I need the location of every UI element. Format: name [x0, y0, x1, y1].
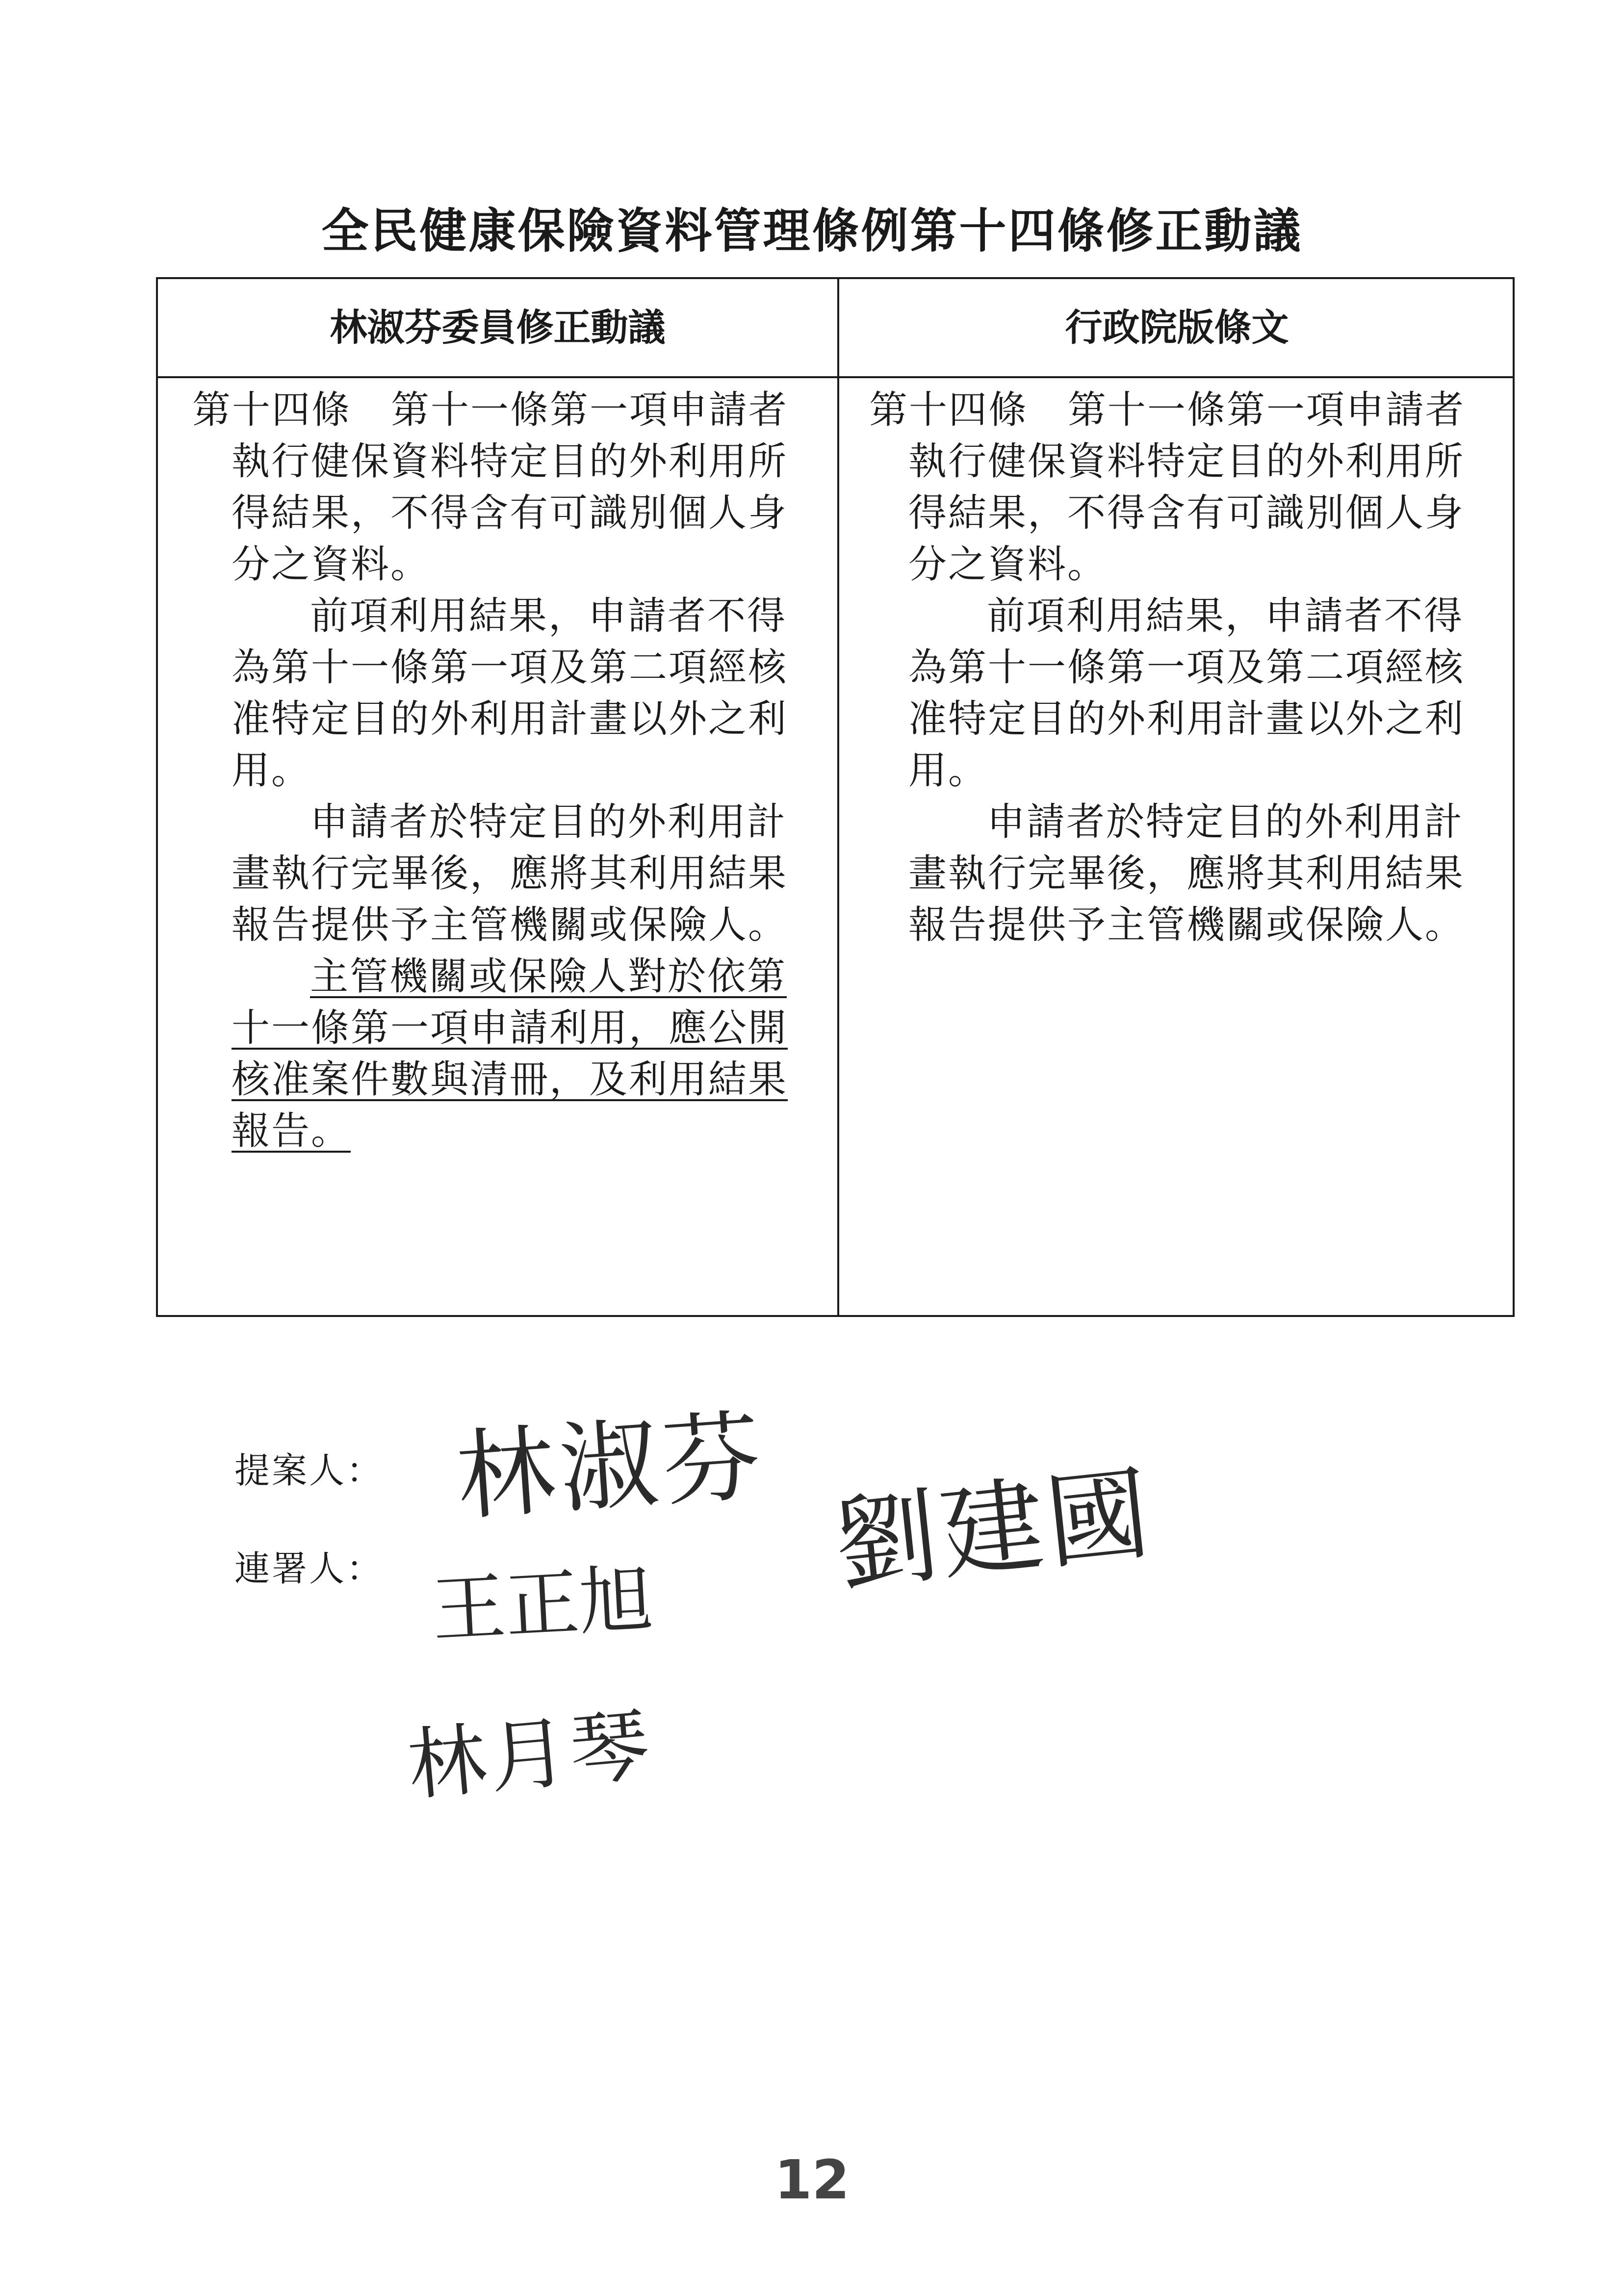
cosigner-signature: 劉建國 — [829, 1453, 1158, 1606]
proposer-signature: 林淑芬 — [453, 1399, 770, 1535]
left-column-body — [192, 385, 825, 1157]
cosigner-label: 連署人： — [234, 1548, 384, 1589]
right-column-body — [869, 385, 1502, 951]
cosigner-signature: 王正旭 — [430, 1556, 655, 1653]
right-column-header: 行政院版條文 — [1065, 306, 1289, 349]
left-column-header: 林淑芬委員修正動議 — [330, 306, 666, 349]
proposer-label: 提案人： — [234, 1450, 384, 1491]
comparison-table — [156, 277, 1515, 1317]
article-paragraph: 申請者於特定目的外利用計畫執行完畢後，應將其利用結果報告提供予主管機關或保險人。 — [908, 800, 1465, 947]
header-divider — [158, 376, 1513, 378]
page-number: 12 — [774, 2148, 850, 2211]
article-paragraph: 第十四條 第十一條第一項申請者執行健保資料特定目的外利用所得結果，不得含有可識別個人身分之資料。 — [869, 388, 1466, 587]
page-title: 全民健康保險資料管理條例第十四條修正動議 — [321, 204, 1303, 258]
amended-paragraph — [192, 951, 825, 1157]
article-paragraph: 第十四條 第十一條第一項申請者執行健保資料特定目的外利用所得結果，不得含有可識別個人身分之資料。 — [192, 388, 789, 587]
amended-text: 主管機關或保險人對於依第十一條第一項申請利用，應公開核准案件數與清冊，及利用結果報告。 — [232, 955, 788, 1153]
article-paragraph: 申請者於特定目的外利用計畫執行完畢後，應將其利用結果報告提供予主管機關或保險人。 — [232, 800, 788, 947]
column-divider — [837, 279, 839, 1315]
article-paragraph: 前項利用結果，申請者不得為第十一條第一項及第二項經核准特定目的外利用計畫以外之利用。 — [908, 594, 1465, 793]
article-paragraph: 前項利用結果，申請者不得為第十一條第一項及第二項經核准特定目的外利用計畫以外之利用。 — [232, 594, 788, 793]
cosigner-signature: 林月琴 — [404, 1699, 656, 1812]
